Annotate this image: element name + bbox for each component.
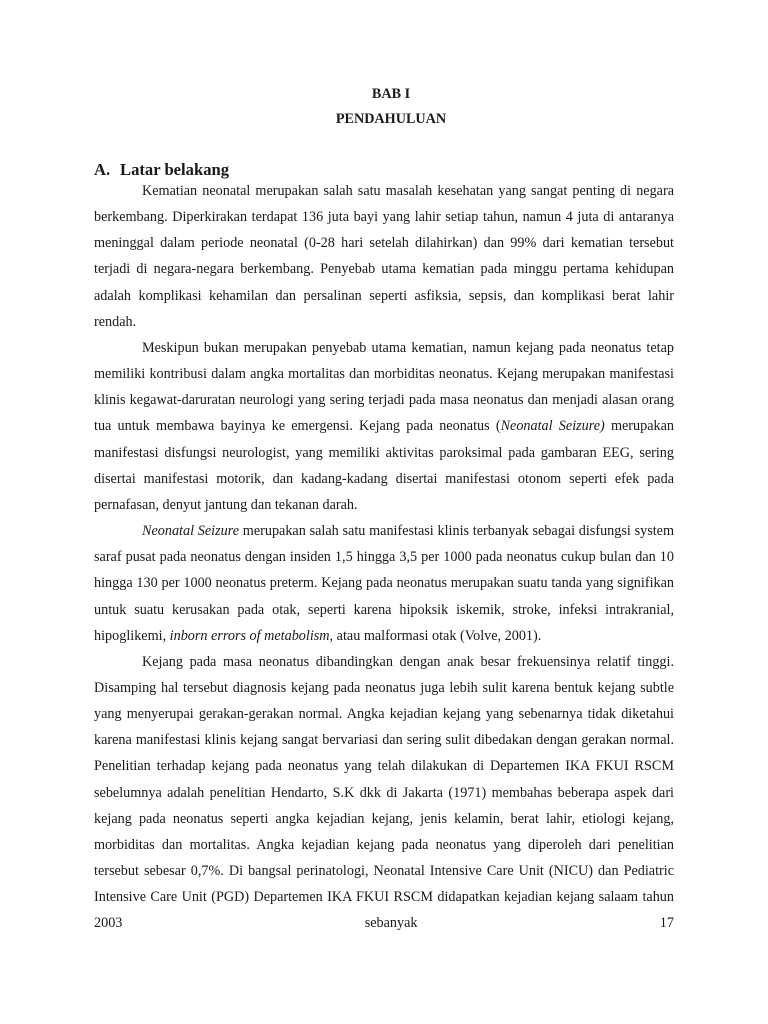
paragraph-text: merupakan manifestasi disfungsi neurologist, yang memiliki aktivitas paroksimal pada gambaran EEG, sering disertai manifestasi motorik, dan kadang-kadang disertai manifestasi otonom seperti efek pada pernafasan, denyut jantung dan tekanan darah. bbox=[94, 418, 674, 513]
section-title: Latar belakang bbox=[120, 160, 230, 179]
chapter-heading: BAB I bbox=[371, 86, 411, 102]
body-text bbox=[94, 178, 674, 937]
paragraph-text: atau malformasi otak (Volve, 2001). bbox=[333, 627, 542, 644]
italic-term: Neonatal Seizure) bbox=[500, 418, 605, 435]
paragraph bbox=[94, 178, 674, 335]
paragraph bbox=[94, 335, 674, 518]
paragraph bbox=[94, 518, 674, 649]
paragraph-text: Meskipun bukan merupakan penyebab utama kematian, namun kejang pada neonatus tetap memiliki kontribusi dalam angka mortalitas dan morbiditas neonatus. Kejang merupakan manifestasi klinis kegawat-daruratan neurologi yang sering terjadi pada masa neonatus dan menjadi alasan orang tua untuk membawa bayinya ke emergensi. Kejang pada neonatus ( bbox=[94, 339, 674, 435]
paragraph-text: Kejang pada masa neonatus dibandingkan dengan anak besar frekuensinya relatif tinggi. Disamping hal tersebut diagnosis kejang pada neonatus juga lebih sulit karena bentuk kejang subtle yang menyerupai gerakan-gerakan normal. Angka kejadian kejang yang sebenarnya tidak diketahui karena manifestasi klinis kejang sangat bervariasi dan sering sulit dibedakan dengan gerakan normal. Penelitian terhadap kejang pada neonatus yang telah dilakukan di Departemen IKA FKUI RSCM sebelumnya adalah penelitian Hendarto, S.K dkk di Jakarta (1971) membahas beberapa aspek dari kejang pada neonatus seperti angka kejadian kejang, jenis kelamin, berat lahir, etiologi kejang, morbiditas dan mortalitas. Angka kejadian kejang pada neonatus yang diperoleh dari penelitian tersebut sebesar 0,7%. Di bangsal perinatologi, Neonatal Intensive Care Unit (NICU) dan Pediatric Intensive Care Unit (PGD) Departemen IKA FKUI RSCM didapatkan kejadian kejang salaam tahun 2003 sebanyak 17 bbox=[94, 653, 674, 932]
chapter-title: PENDAHULUAN bbox=[335, 111, 447, 127]
paragraph-text: Kematian neonatal merupakan salah satu masalah kesehatan yang sangat penting di negara berkembang. Diperkirakan terdapat 136 juta bayi yang lahir setiap tahun, namun 4 juta di antaranya meninggal dalam periode neonatal (0-28 hari setelah dilahirkan) dan 99% dari kematian tersebut terjadi di negara-negara berkembang. Penyebab utama kematian pada minggu pertama kehidupan adalah komplikasi kehamilan dan persalinan seperti asfiksia, sepsis, dan komplikasi berat lahir rendah. bbox=[94, 183, 674, 330]
italic-term: Neonatal Seizure bbox=[142, 523, 240, 540]
paragraph-text: merupakan salah satu manifestasi klinis terbanyak sebagai disfungsi system saraf pusat pada neonatus dengan insiden 1,5 hingga 3,5 per 1000 pada neonatus cukup bulan dan 10 hingga 130 per 1000 neonatus preterm. Kejang pada neonatus merupakan suatu tanda yang signifikan untuk suatu kerusakan pada otak, seperti karena hipoksik iskemik, stroke, infeksi intrakranial, hipoglikemi, bbox=[94, 523, 674, 644]
paragraph bbox=[94, 649, 674, 937]
italic-term: inborn errors of metabolism, bbox=[169, 627, 334, 644]
section-number: A. bbox=[94, 160, 111, 179]
section-heading bbox=[94, 160, 229, 180]
